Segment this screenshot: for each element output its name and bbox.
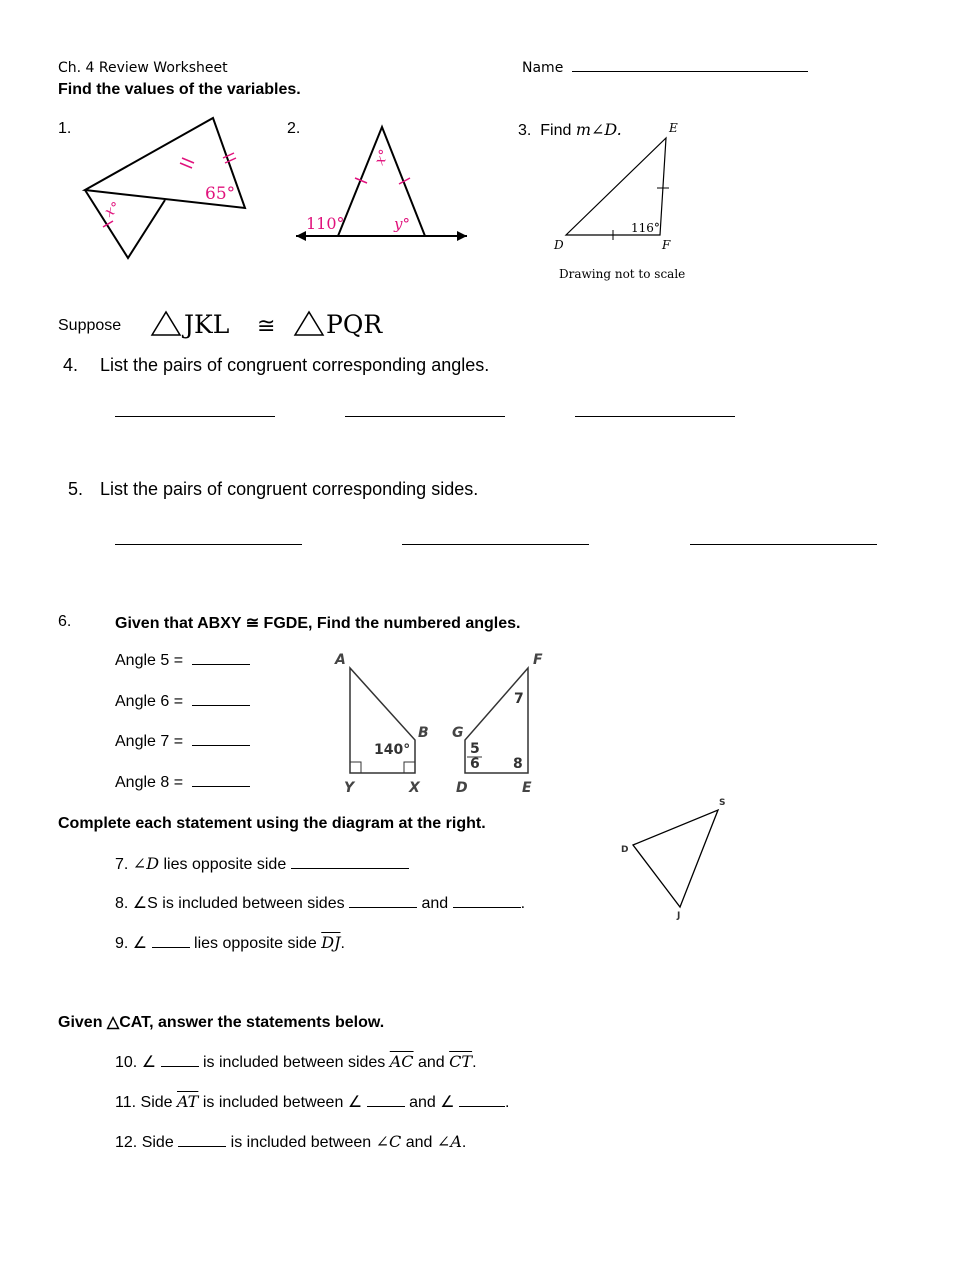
q11-angle1: ∠ <box>347 1094 363 1111</box>
problem-1-number: 1. <box>58 120 72 137</box>
p3-label-f: F <box>662 238 671 252</box>
p3-angle-116: 116° <box>631 221 660 235</box>
p1-angle-x: x° <box>102 199 124 221</box>
p3-note: Drawing not to scale <box>559 267 686 281</box>
problem-2-number: 2. <box>287 120 301 137</box>
angle-8-label: Angle 8 = <box>115 774 184 791</box>
sdj-triangle <box>633 810 718 907</box>
q10-angle: ∠ <box>141 1054 157 1071</box>
q5-text: List the pairs of congruent corresponding sides. <box>100 479 479 499</box>
q10-side2: $\overline{CT}$ <box>449 1052 473 1071</box>
q8-end: . <box>520 895 526 912</box>
q6-number: 6. <box>58 613 72 630</box>
q12-end: . <box>461 1134 467 1151</box>
name-label: Name <box>522 60 564 76</box>
q10-text: is included between sides <box>202 1054 386 1071</box>
q11-side: $\overline{AT}$ <box>177 1092 199 1111</box>
label-y: Y <box>344 780 355 796</box>
q9-end: . <box>340 935 345 952</box>
angle-num-7: 7 <box>514 691 524 707</box>
angle-5-label: Angle 5 = <box>115 652 184 669</box>
label-g: G <box>452 725 464 741</box>
label-s: S <box>719 798 726 808</box>
label-f: F <box>533 652 543 668</box>
q6-text: Given that ABXY ≅ FGDE, Find the numbered angles. <box>115 615 521 632</box>
q10-end: . <box>472 1054 477 1071</box>
q12-statement <box>115 1132 466 1152</box>
q7-text: lies opposite side <box>163 856 287 873</box>
p2-angle-110: 110° <box>306 214 345 233</box>
complete-heading: Complete each statement using the diagram at the right. <box>58 815 486 832</box>
cat-heading: Given △CAT, answer the statements below. <box>58 1014 385 1031</box>
q11-prefix: Side <box>140 1094 173 1111</box>
tri1-name: JKL <box>184 310 230 339</box>
q11-statement <box>115 1092 509 1112</box>
instructions: Find the values of the variables. <box>58 81 301 98</box>
p3-label-e: E <box>669 121 678 135</box>
q9-blank[interactable] <box>152 946 190 948</box>
q12-blank[interactable] <box>178 1145 226 1147</box>
q8-number: 8. <box>115 895 129 912</box>
q7-angle: ∠D <box>132 854 160 873</box>
q9-number: 9. <box>115 935 129 952</box>
p3-label-d: D <box>554 238 564 252</box>
angle-num-5: 5 <box>470 741 480 757</box>
label-d: D <box>456 780 468 796</box>
q11-blank-2[interactable] <box>459 1105 505 1107</box>
q11-and: and <box>409 1094 436 1111</box>
p3-target: m∠D. <box>575 120 622 139</box>
angle-num-6: 6 <box>470 756 480 772</box>
q10-statement <box>115 1052 477 1072</box>
q12-prefix: Side <box>141 1134 174 1151</box>
p1-angle-65: 65° <box>205 184 236 204</box>
tri2-name: PQR <box>326 310 383 339</box>
q9-side: $\overline{DJ}$ <box>321 933 341 952</box>
label-b: B <box>418 725 429 741</box>
q4-number: 4. <box>63 355 79 375</box>
q11-end: . <box>505 1094 510 1111</box>
p3-number: 3. <box>518 122 532 139</box>
label-d: D <box>621 845 629 855</box>
angle-6-label: Angle 6 = <box>115 693 184 710</box>
angle-num-8: 8 <box>513 756 523 772</box>
label-x: X <box>409 780 420 796</box>
q8-text: ∠S is included between sides <box>132 895 345 912</box>
q12-number: 12. <box>115 1134 138 1151</box>
q11-number: 11. <box>115 1094 137 1111</box>
q11-angle2: ∠ <box>440 1094 455 1111</box>
q7-number: 7. <box>115 856 129 873</box>
q5-number: 5. <box>68 479 84 499</box>
label-a: A <box>335 652 346 668</box>
p2-angle-x: x° <box>371 147 394 168</box>
q11-text: is included between <box>202 1094 344 1111</box>
q4-text: List the pairs of congruent corresponding angles. <box>100 355 490 375</box>
q12-angle1: ∠C <box>375 1132 402 1151</box>
angle-7-label: Angle 7 = <box>115 733 184 750</box>
angle-140: 140° <box>374 742 411 758</box>
q10-blank[interactable] <box>161 1065 199 1067</box>
suppose-label: Suppose <box>58 317 122 334</box>
q10-side1: $\overline{AC}$ <box>389 1052 414 1071</box>
q12-and: and <box>405 1134 433 1151</box>
q8-and: and <box>421 895 449 912</box>
q10-number: 10. <box>115 1054 138 1071</box>
q9-angle: ∠ <box>132 935 148 952</box>
p2-angle-y: y° <box>394 215 410 233</box>
q11-blank-1[interactable] <box>367 1105 405 1107</box>
congruent-symbol: ≅ <box>257 314 276 339</box>
q12-angle2: ∠A <box>436 1132 462 1151</box>
q9-text: lies opposite side <box>194 935 317 952</box>
q12-text: is included between <box>230 1134 372 1151</box>
label-e: E <box>522 780 532 796</box>
label-j: J <box>677 911 681 921</box>
worksheet-title: Ch. 4 Review Worksheet <box>58 60 228 76</box>
q9-statement <box>115 933 345 953</box>
q10-and: and <box>418 1054 445 1071</box>
p3-find: Find <box>540 122 572 139</box>
